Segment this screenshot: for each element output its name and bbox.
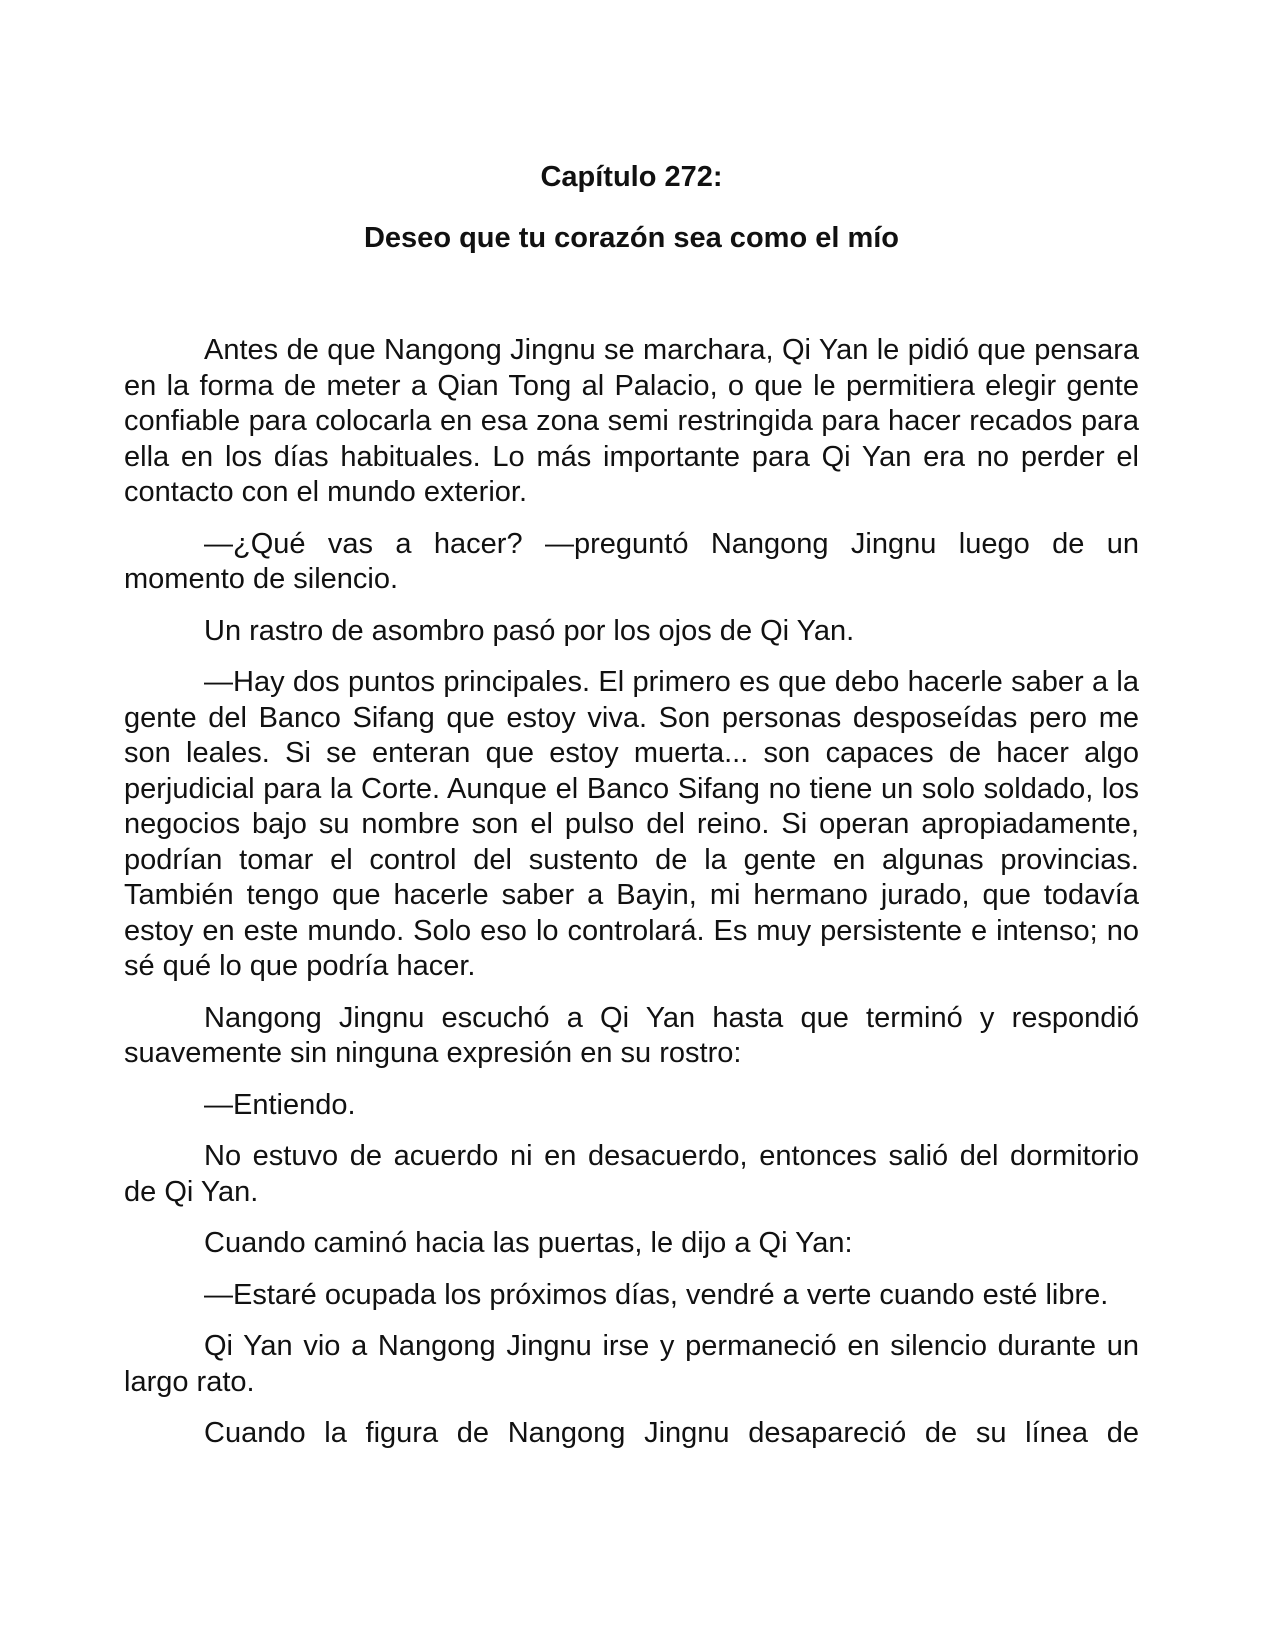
paragraph-1: Antes de que Nangong Jingnu se marchara, Qi Yan le pidió que pensara en la forma de meter a Qian Tong al Palacio, o que le permitiera elegir gente confiable para colocarla en esa zona semi restringida para hacer recados para ella en los días habituales. Lo más importante para Qi Yan era no perder el contacto con el mundo exterior. (124, 334, 1139, 508)
paragraph-10: Qi Yan vio a Nangong Jingnu irse y permaneció en silencio durante un largo rato. (124, 1330, 1139, 1398)
paragraph-6: —Entiendo. (204, 1088, 356, 1121)
paragraph-11: Cuando la figura de Nangong Jingnu desapareció de su línea de (204, 1417, 1139, 1449)
paragraph-9: —Estaré ocupada los próximos días, vendré a verte cuando esté libre. (204, 1278, 1109, 1311)
paragraph-7: No estuvo de acuerdo ni en desacuerdo, entonces salió del dormitorio de Qi Yan. (124, 1140, 1139, 1208)
paragraph-3: Un rastro de asombro pasó por los ojos de Qi Yan. (204, 614, 855, 647)
chapter-number: Capítulo 272: (540, 161, 723, 193)
chapter-title: Deseo que tu corazón sea como el mío (363, 222, 900, 254)
document-page (124, 158, 1139, 1468)
paragraph-8: Cuando caminó hacia las puertas, le dijo a Qi Yan: (204, 1227, 853, 1259)
chapter-body (124, 333, 1139, 1452)
paragraph-4: —Hay dos puntos principales. El primero es que debo hacerle saber a la gente del Banco Sifang que estoy viva. Son personas desposeídas pero me son leales. Si se enteran que estoy muerta... son capaces de hacer algo perjudicial para la Corte. Aunque el Banco Sifang no tiene un solo soldado, los negocios bajo su nombre son el pulso del reino. Si operan apropiadamente, podrían tomar el control del sustento de la gente en algunas provincias. También tengo que hacerle saber a Bayin, mi hermano jurado, que todavía estoy en este mundo. Solo eso lo controlará. Es muy persistente e intenso; no sé qué lo que podría hacer. (124, 666, 1139, 982)
paragraph-2: —¿Qué vas a hacer? —preguntó Nangong Jingnu luego de un momento de silencio. (124, 527, 1139, 595)
paragraph-5: Nangong Jingnu escuchó a Qi Yan hasta que terminó y respondió suavemente sin ninguna expresión en su rostro: (124, 1001, 1139, 1069)
